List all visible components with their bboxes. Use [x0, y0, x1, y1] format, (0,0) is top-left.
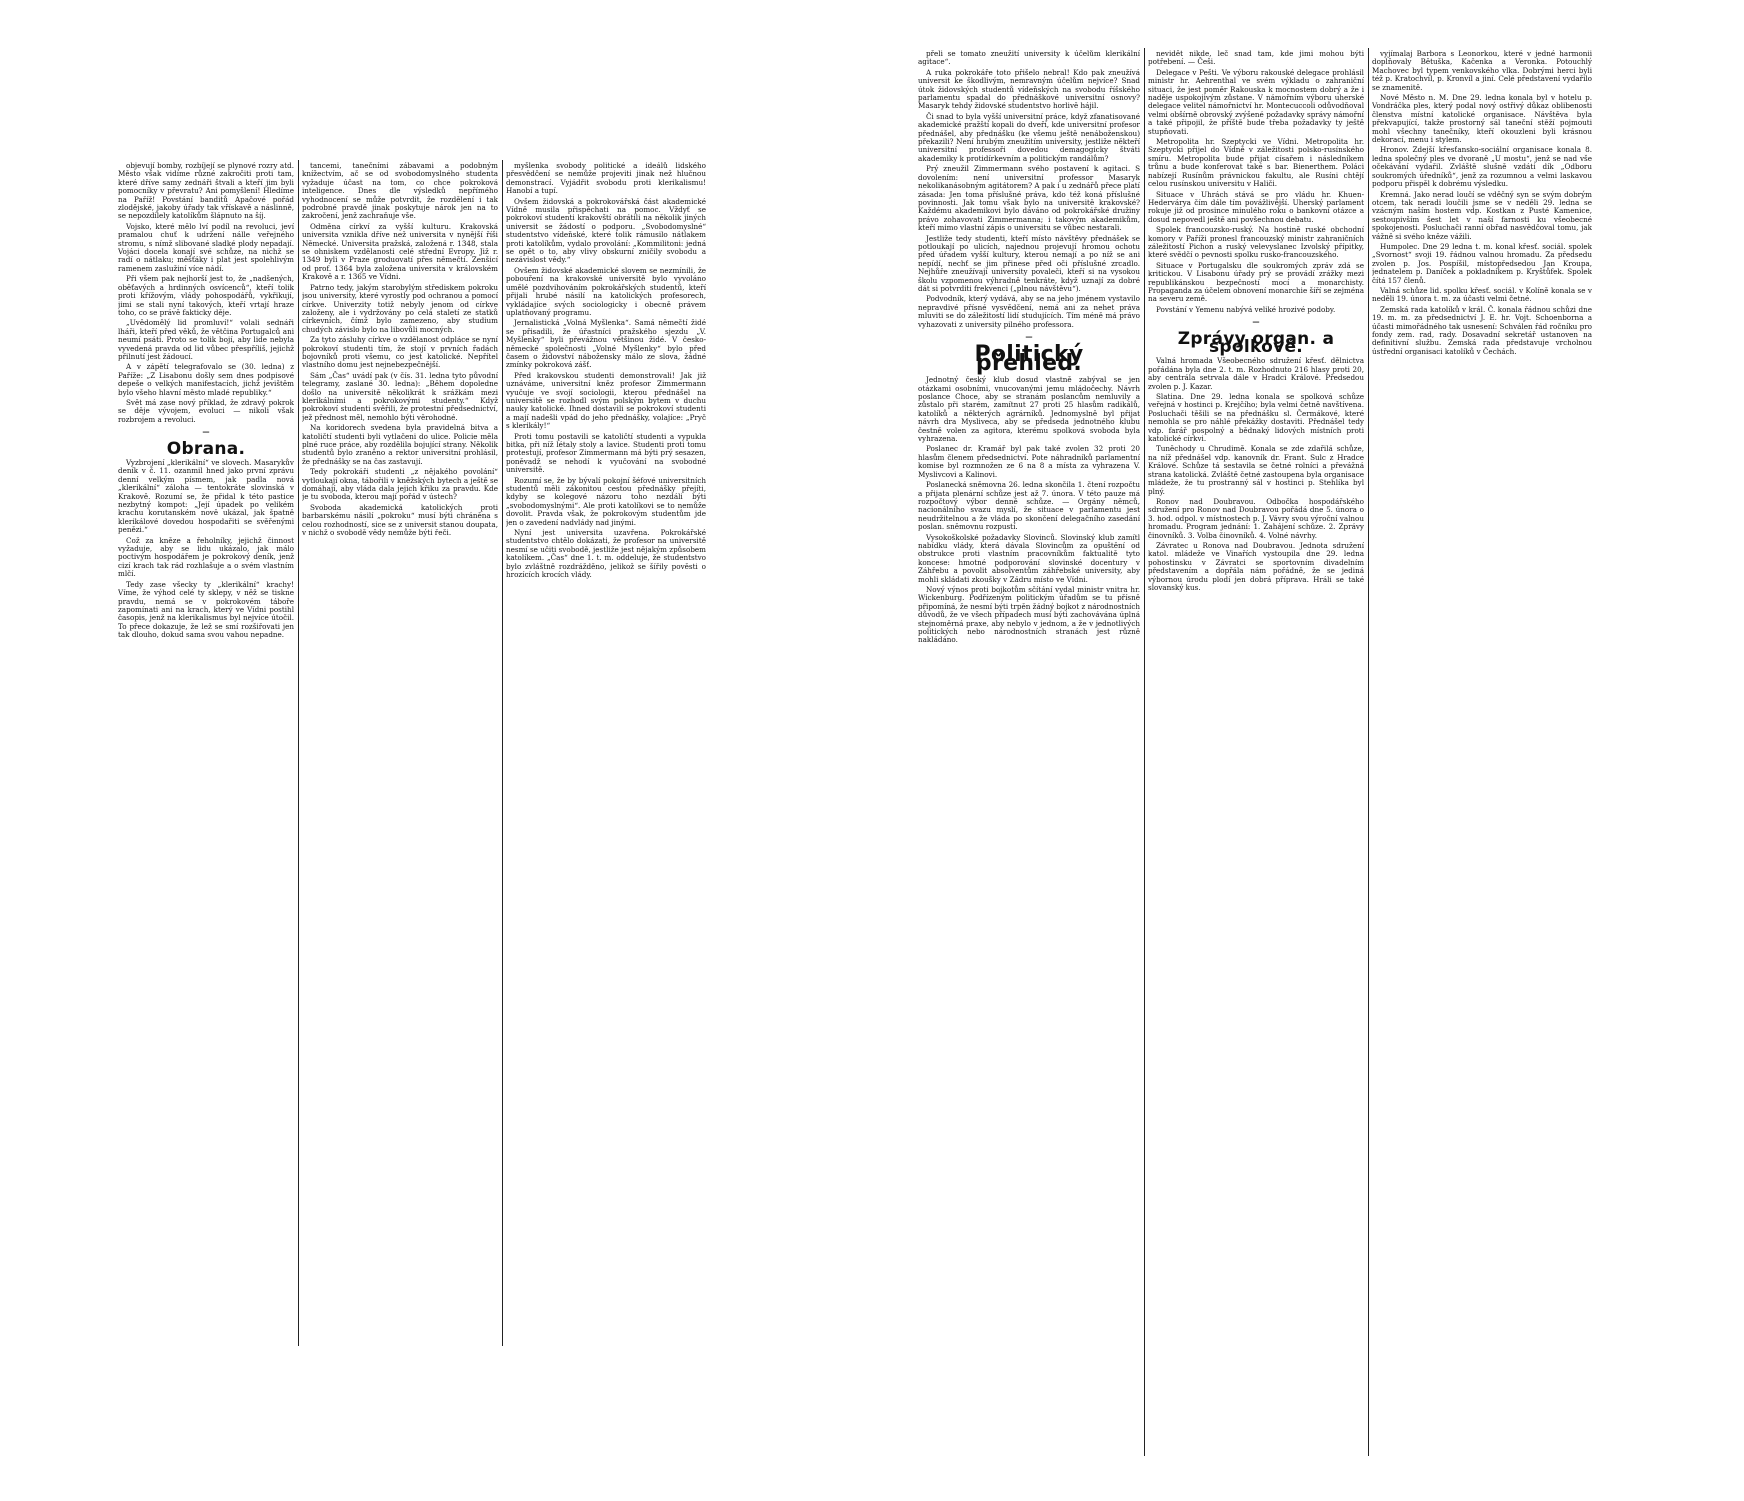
col1-paragraph: „Uvědomělý lid promluví!“ volali sednáři lháři, kteří před věků, že větčina Portugalců ani neumí psáti. Proto se tolik bojí, aby lide nebyla vyvedená pravda od lid vůbec přespříliš, jejichž přilnutí jest žádoucí.	[118, 318, 294, 361]
col2-paragraph: Patrno tedy, jakým starobylým střediskem pokroku jsou university, které vyrostly pod ochranou a pomocí církve. Univerzity totiž nebyly jenom od církve založeny, ale i vydržovány po celá staletí ze statků církevních, čímž bylo zamezeno, aby studium chudých závislo bylo na libovůli mocných.	[302, 282, 498, 334]
col6-paragraph: Zemská rada katolíků v král. Č. konala řádnou schůzi dne 19. m. m. za předsednictví J. E. hr. Vojt. Schoenborna a účasti mimořádného tak usnesení: Schválen řád ročníku pro fondy zem. rad, rady. Dosavadní sekretář ustanoven na definitivní službu. Zemská rada představuje vrcholnou ústřední organisaci katolíků v Čechách.	[1372, 304, 1592, 356]
col6-paragraph: Humpolec. Dne 29 ledna t. m. konal křesť. sociál. spolek „Svornost“ svoji 19. řádnou valnou hromadu. Za předsedu zvolen p. Jos. Pospíšil, místopředsedou Jan Kroupa, jednatelem p. Daníček a pokladníkem p. Kryštůfek. Spolek čítá 157 členů.	[1372, 241, 1592, 285]
col3-paragraph: Jernalistická „Volná Myšlenka“. Samá němečtí židé se přisadili, že úřastníci pražského sjezdu „V. Myšlenky“ byli převážnou většinou židé. V česko-německé společnosti „Volné Myšlenky“ bylo před časem o židovství nábožensky málo ze slova, žádné zmínky pokroková zášť.	[506, 318, 706, 370]
col5-paragraph: Metropolita hr. Szeptycki ve Vídni. Metropolita hr. Szeptycki přijel do Vídně v záležitosti polsko-rusínského smíru. Metropolita bude přijat císařem i následníkem trůnu a bude konferovat také s bar. Bienerthem. Poláci nabízejí Rusínům právnickou fakultu, ale Rusíni chtějí celou rusínskou universitu v Haliči.	[1148, 137, 1364, 189]
col1-paragraph: A v zápětí telegrafovalo se (30. ledna) z Paříže: „Z Lisabonu došly sem dnes podpisové depeše o velkých manifestacích, jichž jevištěm bylo všeho hlavní město mladé republiky.“	[118, 362, 294, 397]
col5-paragraph: Povstání v Yemenu nabývá veliké hrozivé podoby.	[1156, 304, 1336, 314]
col4-paragraph: přeli se tomato zneužití university k účelům klerikální agitace“.	[918, 50, 1140, 67]
col6-paragraph: vyjímalaj Barbora s Leonorkou, které v jedné harmonii doplňovaly Bětuška, Kačenka a Veronka. Potouchlý Machovec byl typem venkovského vlka. Dobrými herci byli též p. Kratochvíl, p. Kronvíl a jiní. Celé představení vydařilo se znamenitě.	[1372, 50, 1592, 92]
col3-paragraph: Nyní jest universita uzavřena. Pokrokářské studentstvo chtělo dokázati, že profesor na universitě nesmí se učiti svobodě, jestliže jest nějakým způsobem katolíkem. „Čas“ dne 1. t. m. oddeluje, že studentstvo bylo zvláštně rozdrážděno, jelikož se šířily pověsti o hrozících krocích vlády.	[506, 528, 706, 580]
col4-paragraph: Nový výnos proti bojkotům sčítání vydal ministr vnitra hr. Wickenburg. Podřízeným politickým úřadům se tu přísně připomíná, že nesmí býti trpěn žádný bojkot z národnostních důvodů, že ve všech případech musí býti zachovávána úplná stejnoměrná praxe, aby nebylo v jednom, a že v jednotlivých politických nebo národnostních stranách jest různě nakládáno.	[918, 584, 1140, 645]
col4-paragraph: Či snad to byla vyšší universitní práce, když zfanatisované akademické pražští kopali do dveří, kde universitní profesor přednášel, aby přednášku (ke všemu ještě nenáboženskou) překazili? Není hrubým zneužitím university, jestliže někteří universitní professoři dovedou demagogicky štváti akademiky k protidírkevním a politickým randálům?	[918, 111, 1140, 163]
col3-paragraph: myšlenka svobody politické a ideálů lidského přesvědčení se nemůže projeviti jinak než hlučnou demonstrací. Vyjádřit svobodu proti klerikalismu! Hanobí a tupí.	[506, 162, 706, 196]
column-rule	[1368, 48, 1369, 1456]
section-divider: —	[1252, 317, 1260, 327]
section-heading-politicky-prehled: Politický přehled.	[974, 342, 1084, 376]
column-rule	[1144, 48, 1145, 1456]
col1-paragraph: Při všem pak nejhorší jest to, že „nadšených, oběťavých a hrdinných osvícenců“, kteří tolik proti křížovým, vlády pohospodářů, vykřikují, jimi se stali nyní takových, kteří vrtají hraze toho, co se právě fakticky děje.	[118, 274, 294, 317]
col6-paragraph: Nové Město n. M. Dne 29. ledna konala byl v hotelu p. Vondráčka ples, který podal nový ostřivý důkaz oblibenosti členstva místní katolické organisace. Návštěva byla překvapující, takže prostorný sál taneční stěží pojmouti mohl všechny tanečníky, kteří okouzleni byli krásnou dekorací, menu i stylem.	[1372, 93, 1592, 145]
col5-paragraph: Spolek francouzsko-ruský. Na hostině ruské obchodní komory v Paříži pronesl francouzský ministr zahraničních záležitostí Pichon a ruský velevyslanec Izvolský přípitky, které svědčí o pevnosti spolku rusko-francouzského.	[1148, 225, 1364, 260]
col2-paragraph: Odměna církví za vyšší kulturu. Krakovská universita vznikla dříve než universita v nynější říši Německé. Universita pražská, založená r. 1348, stala se ohniskem vzdělanosti celé střední Evropy. Již r. 1349 byli v Praze groduovatí přes němečtí. Zenšicí od prof. 1364 byla založena universita v královském Krakově a r. 1365 ve Vídni.	[302, 221, 498, 282]
col4-paragraph: Poslanecká sněmovna 26. ledna skončila 1. čtení rozpočtu a přijata plenární schůze jest až 7. února. V této pauze má rozpočtový výbor denně schůze. — Orgány němců, nacionálního svazu myslí, že situace v parlamentu jest neudržitelnou a že vláda po skončení delegačního zasedání poslan. sněmovnu rozpustí.	[918, 480, 1140, 532]
section-heading-obrana: Obrana.	[166, 438, 246, 459]
col3-paragraph: Rozumí se, že by bývalí pokojní šéfové universitních studentů měli zákonitou cestou přednášky přejíti, kdyby se kolegové názoru toho nezdáli býti „svobodomyslnými“. Ale proti katolíkovi se to nemůže dovolit. Pravda však, že pokrokovým studentům jde jen o zavedení nadvlády nad jinými.	[506, 475, 706, 527]
col5-paragraph: Tuněchody u Chrudimě. Konala se zde zdařilá schůze, na níž přednášel vdp. kanovník dr. Frant. Sulc z Hradce Králové. Schůze tá sestavila se četné rolníci a převážná strana katolická. Zvláště četné zastoupena byla organisace mládeže, že tu prostranný sál v hostinci p. Stehlíka byl plný.	[1148, 444, 1364, 496]
col3-paragraph: Ovšem židovská a pokrokovářská část akademické Vídně musila přispěchati na pomoc. Vždyť se pokrokoví studenti krakovští obrátili na několik jiných universit se žádostí o podporu. „Svobodomyslné“ studentstvo vídeňské, které tolik rámusilo nátlakem proti katolíkům, vydalo provolání: „Kommilitoni: jedná se opět o to, aby vlivy obskurní zničily svobodu a nezávislost vědy.“	[506, 196, 706, 265]
col1-paragraph: Svět má zase nový příklad, že zdravý pokrok se děje vývojem, evoluci — nikoli však rozbrojem a revoluci.	[118, 397, 294, 424]
col2-paragraph: Na koridorech svedena byla pravidelná bitva a katoličtí studenti byli vytlačeni do ulice. Policie měla plné ruce práce, aby rozdělila bojující strany. Několik studentů bylo zraněno a rektor universitní prohlásil, že přednášky se na čas zastavují.	[302, 423, 498, 466]
col5-paragraph: Valná hromada Všeobecného sdružení křesť. dělnictva pořádána byla dne 2. t. m. Rozhodnuto 216 hlasy proti 20, aby centrála setrvala dále v Hradci Králové. Předsedou zvolen p. J. Kazar.	[1148, 356, 1364, 391]
col1-paragraph: objevují bomby, rozbíjejí se plynové rozry atd. Město však vidíme různé zakročiti proti tam, které dříve samy zednáři štvali a kteří jim byli pomocníky v převratu? Ani pomyšlení! Hledíme na Paříž! Povstání banditů Apačové pořád zlodějské, jakoby úřady tak vřískavě a náslinně, se nepozdílely katolíkům šlápnuto na šíj.	[118, 162, 294, 221]
col1-paragraph: Což za kněze a řeholníky, jejichž činnost vyžaduje, aby se lidu ukázalo, jak málo poctivým hospodářem je pokrokový deník, jenž cizí krach tak rád rozhlašuje a o svém vlastním mlčí.	[118, 535, 294, 579]
col4-paragraph: Jednotný český klub dosud vlastně zabýval se jen otázkami osobními, vnucovanými jemu mládočechy. Návrh poslance Choce, aby se stranám poslancům nemluvily a zůstalo při starém, zamítnut 27 proti 25 hlasům radikálů, katolíků a některých agrárníků. Jednomyslně byl přijat návrh dra Mysliveca, aby se předseda jednotného klubu čestně volen za agitora, kterému spolková svoboda byla vyhrazena.	[918, 375, 1140, 444]
col6-paragraph: Kremná. Jako nerad loučí se vděčný syn se svým dobrým otcem, tak neradi loučili jsme se v neděli 29. ledna se vzácným naším hostem vdp. Kostkan z Pusté Kamenice, sestoupivším šest let v naší farnosti ku všeobecné spokojenosti. Posluchači ranní obřad nasvědčoval tomu, jak vážně si svého kněze vážili.	[1372, 189, 1592, 241]
section-divider: —	[1025, 332, 1033, 341]
column-5	[1148, 50, 1364, 1454]
col4-paragraph: Poslanec dr. Kramář byl pak také zvolen 32 proti 20 hlasům členem předsednictví. Pote náhradníků parlamentní komise byl rozmnožen ze 6 na 8 a místa za vyhrazena V. Myslivcovi a Kalinovi.	[918, 444, 1140, 479]
col2-paragraph: Tedy pokrokáři studenti „z nějakého povolání“ vytloukají okna, tábořili v kněžských bytech a ještě se domáhají, aby vláda dala jejich křiku za pravdu. Kde je tu svoboda, kterou mají pořád v ústech?	[302, 467, 498, 502]
col4-paragraph: Jestliže tedy studenti, kteří místo návštěvy přednášek se potloukají po ulicích, najednou projevují hromou ochotu před úřadem vyšší kultury, kterou nemají a po níž se ani nepídí, nechť se jim přinese před oči příslušné zrcadlo. Nejhůře zneužívají university povaleči, kteří si na vysokou školu vzpomenou výhradně tenkráte, když uznají za dobré dát si potvrditi frekvenci („plnou návštěvu“).	[918, 233, 1140, 293]
col2-paragraph: Sám „Čas“ uvádí pak (v čís. 31. ledna tyto původní telegramy, zaslané 30. ledna): „Během dopoledne došlo na universitě několikrát k srážkám mezi klerikálními a pokrokovými studenty.“ Když pokrokoví studenti svěřili, že protestní předsednictví, jež přednost měl, nemohlo býti věrohodné.	[302, 370, 498, 422]
column-4	[918, 50, 1140, 1454]
col4-paragraph: Podvodník, který vydává, aby se na jeho jménem vystavilo nepravdivé přísné vysvědčení, nemá ani za nehet práva mluviti se do záležitostí lidí studujících. Tím méně má právo vyhazovati z university pilného professora.	[918, 294, 1140, 329]
col3-paragraph: Před krakovskou studenti demonstrovali! Jak již uznáváme, universitní kněz profesor Zimmermann vyučuje ve svojí sociologii, kterou přednášel na universitě se rozhodl svým polským bytem v duchu nauky katolické. Ihned dostavili se pokrokoví studenti a mají nadešli vpád do jeho přednášky, volajíce: „Pryč s klerikály!“	[506, 370, 706, 431]
col6-paragraph: Valná schůze lid. spolku křesť. sociál. v Kolíně konala se v neděli 19. února t. m. za účasti velmi četné.	[1372, 285, 1592, 304]
col4-paragraph: A ruka pokrokáře toto přišelo nebral! Kdo pak zneužívá universit ke škodlivým, nemravným účelům nejvíce? Snad útok židovských studentů vídeňských na svobodu říšského parlamentu spadal do přednáškové universitní osnovy? Masaryk tehdy židovské studentstvo horlivě hájil.	[918, 67, 1140, 111]
col1-paragraph: Vojsko, které mělo lví podíl na revoluci, jeví pramalou chuť k udržení nálle veřejného stromu, s nímž slibované sladké plody nepadají. Vojáci docela konají své schůze, na nichž se radí o nátlaku; měšťáky i plat jest spolehlivým ramenem zaslužiní více nádí.	[118, 221, 294, 273]
col5-paragraph: Závratec u Ronova nad Doubravou. Jednota sdružení katol. mládeže ve Vinařích vystoupila dne 29. ledna pohostinsku v Závratci se sportovním divadelním představením a dopřála nám pořádně, že se jediná výbornou úrodu plodí jen dobrá příprava. Hráli se také slovanský kus.	[1148, 540, 1364, 592]
col4-paragraph: Vysokoškolské požadavky Slovinců. Slovinský klub zamítl nabídku vlády, která dávala Slovincům za opuštění od obstrukce proti vlastním pracovníkům faktualitě tyto koncese: hmotné podporování slovinské docentury v Záhřebu a povolit absolventům záhřebské university, aby mohli skládati zkoušky v Zádru místo ve Vídni.	[918, 532, 1140, 584]
col5-paragraph: Ronov nad Doubravou. Odbočka hospodářského sdružení pro Ronov nad Doubravou pořádá dne 5. února o 3. hod. odpol. v místnostech p. J. Vávry svou výroční valnou hromadu. Program jednání: 1. Zahájení schůze. 2. Zprávy činovníků. 3. Volba činovníků. 4. Volné návrhy.	[1148, 496, 1364, 540]
col1-paragraph: Vyzbrojení „klerikální“ ve slovech. Masarykův deník v č. 11. ozanmil hned jako první zprávu denní velkým písmem, jak padla nová „klerikální“ záloha — tentokráte slovinská v Krakově. Rozumí se, že přidal k této pastice nezbytný kompot: „Její úpadek po velikém krachu korutanském nově ukázal, jak špatně klerikálové dovedou hospodařiti se svěřenými penězi.“	[118, 458, 294, 535]
col5-paragraph: Situace v Portugalsku dle soukromých zpráv zdá se kritickou. V Lisabonu úřady prý se provádí zrážky mezi republikánskou bezpečností mocí a monarchisty. Propaganda za účelem obnovení monarchie šíří se zejména na severu země.	[1148, 260, 1364, 304]
col3-paragraph: Ovšem židovské akademické slovem se nezmínili, že pobouření na krakovské universitě bylo vyvoláno umělé pozdvihováním pokrokářských studentů, kteří přijali hrubé násilí na katolických profesorech, vykládajíce svých sociologicky i obecně právem uplatňovaný programu.	[506, 265, 706, 317]
col5-paragraph: Slatina. Dne 29. ledna konala se spolková schůze veřejná v hostinci p. Krejčího; byla velmi četně navštívena. Posluchači těšili se na přednášku sl. Čermákové, které nemohla se pro náhlé překážky dostaviti. Přednášel tedy vdp. farář pospolný a bědnaký lidových místních proti katolické církvi.	[1148, 392, 1364, 444]
col2-paragraph: tancemi, tanečními zábavami a podobným knížectvím, ač se od svobodomyslného studenta vyžaduje účast na tom, co chce pokroková inteligence. Dnes dle výsledků nepřímého vyhodnocení se může potvrdit, že rozdělení i tak podrobné pravdě jinak poskytuje nárok jen na to zakročení, jenž zachraňuje vše.	[302, 162, 498, 221]
section-heading-zpravy-organ: Zprávy organ. a spolkové.	[1177, 328, 1335, 357]
column-1	[118, 162, 294, 1344]
col6-paragraph: Hronov. Zdejší křesťansko-sociální organisace konala 8. ledna společný ples ve dvoraně „U mostu“, jenž se nad vše očekávání vydařil. Zvláště slušně vzdáti dík „Odboru soukromých úředníků“, jenž za rozumnou a velmi laskavou podporu přispěl k dobrému výsledku.	[1372, 145, 1592, 189]
section-divider: —	[202, 427, 210, 437]
column-3	[506, 162, 706, 1344]
col2-paragraph: Svoboda akademická katolických proti barbarskému násilí „pokroku“ musí býti chráněna s celou rozhodností, sice se z universit stanou doupata, v nichž o svobodě vědy nemůže býti řeči.	[302, 502, 498, 538]
col5-paragraph: Situace v Uhrách stává se pro vládu hr. Khuen-Hedervárya čím dále tím povážlivější. Uherský parlament rokuje již od prosince minulého roku o bankovní otázce a dosud nepovedl ještě ani povšechnou debatu.	[1148, 189, 1364, 224]
col2-paragraph: Za tyto zásluhy církve o vzdělanost odpláce se nyní pokrokoví studenti tím, že stojí v prvních řadách bojovníků proti všemu, co jest katolické. Nepřítel vlastního domu jest nejnebezpečnější.	[302, 335, 498, 370]
column-rule	[502, 160, 503, 1346]
col3-paragraph: Proti tomu postavili se katoličtí studenti a vypukla bitka, při níž létaly stoly a lavice. Studenti proti tomu protestují, profesor Zimmermann má býti prý sesazen, poněvadž se nehodí k vyučování na svobodné universitě.	[506, 431, 706, 475]
col5-paragraph: Delegace v Pešti. Ve výboru rakouské delegace prohlásil ministr hr. Aehrenthal ve svém výkladu o zahraniční situaci, že jest poměr Rakouska k mocnostem dobrý a že i naděje uspokojivým zůstane. V námořním výboru uherské delegace velitel námořnictví hr. Montecuccoli odůvodňoval velmi obšírně obrovský zvýšené požadavky správy námořní a také připojil, že příště bude třeba požadavky ty ještě stupňovati.	[1148, 67, 1364, 136]
col1-paragraph: Tedy zase všecky ty „klerikální“ krachy! Víme, že výhod celé ty sklepy, v něž se tiskne pravdu, nemá se v pokrokovém táboře zapomínati ani na krach, který ve Vídni postihl časopis, jenž na klerikalismus byl nejvíce útočil. To přece dokazuje, že lež se smí rozšiřovati jen tak dlouho, dokud sama svou vahou nepadne.	[118, 579, 294, 640]
col5-paragraph: nevidět nikde, leč snad tam, kde jimi mohou býti potřebení. — Češi.	[1148, 50, 1364, 67]
col4-paragraph: Prý zneužil Zimmermann svého postavení k agitaci. S dovolením: není universitní professor Masaryk nekolikanásobným agitátorem? A pak i u zednářů přece platí zásada: Jen toma příslušné práva, kdo též koná příslušné povinnosti. Jak tomu však bylo na universitě krakovské? Každému akademikovi bylo dáváno od pokrokářské družiny právo zohavovati Zimmermanna; i takovým akademikům, kteří mimo vlastní zápis o universitu se vůbec nestarali.	[918, 164, 1140, 233]
column-2	[302, 162, 498, 1344]
right-page	[872, 0, 1744, 1501]
column-6	[1372, 50, 1592, 1454]
column-rule	[298, 160, 299, 1346]
